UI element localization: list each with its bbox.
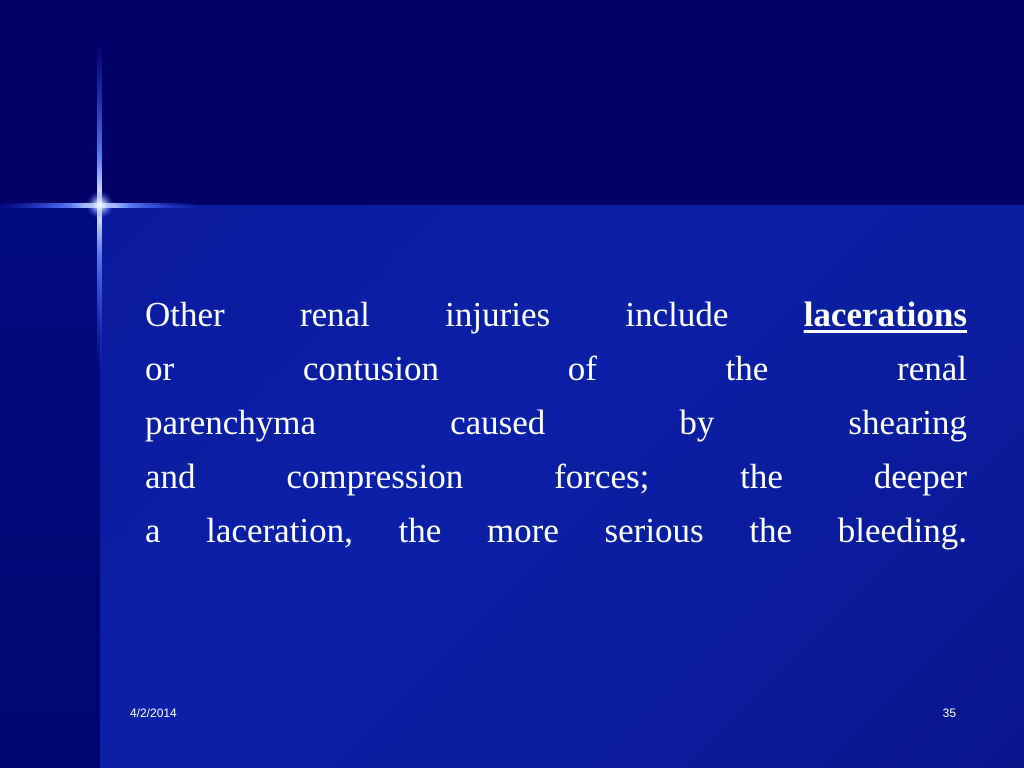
top-band (0, 0, 1024, 205)
body-line: or contusion of the renal (145, 349, 967, 388)
body-line: a laceration, the more serious the bleeding. (145, 511, 967, 550)
left-strip (0, 205, 100, 768)
body-line (145, 288, 967, 342)
page-number: 35 (942, 706, 956, 720)
emphasis-term: lacerations (803, 295, 967, 334)
body-line: and compression forces; the deeper (145, 457, 967, 496)
footer-date: 4/2/2014 (130, 706, 177, 720)
body-line: parenchyma caused by shearing (145, 403, 967, 442)
body-paragraph (145, 288, 967, 558)
body-line-text: Other renal injuries include (145, 295, 804, 334)
